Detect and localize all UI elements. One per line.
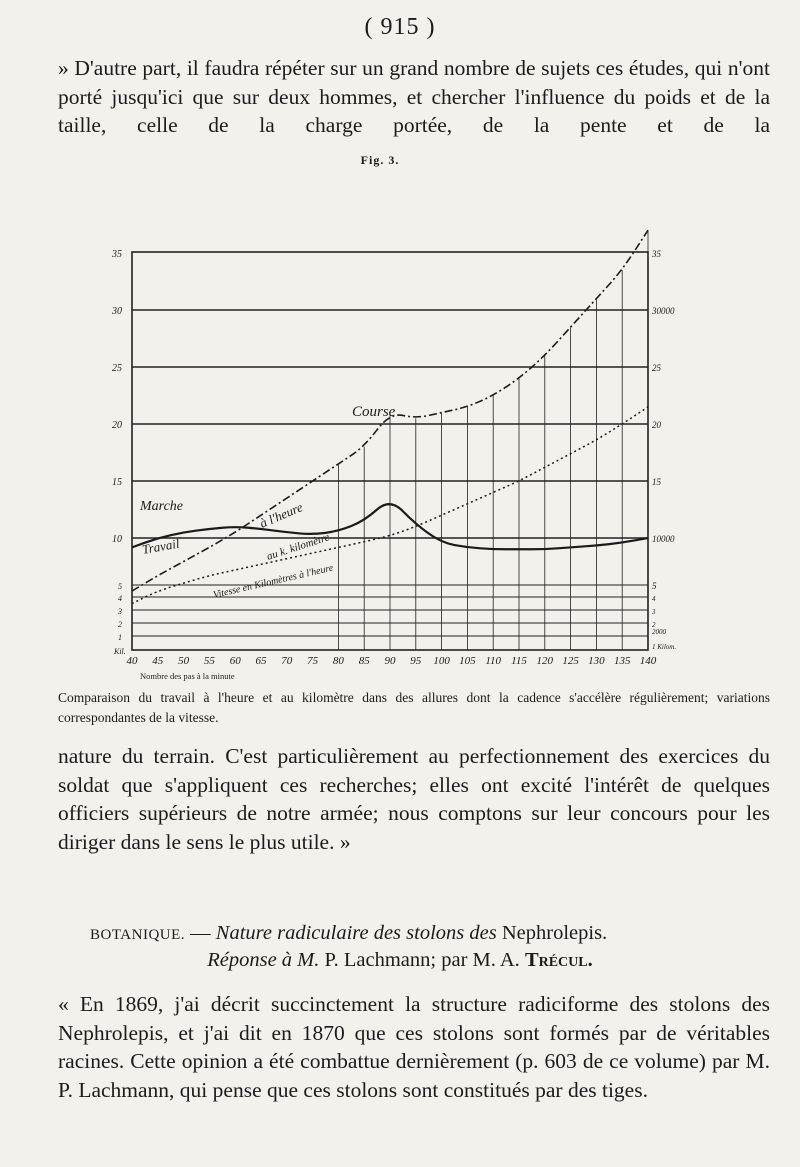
right-axis-label: 2000 [652, 628, 666, 637]
left-axis-label: 4 [118, 594, 122, 603]
x-tick-label: 80 [332, 655, 344, 667]
right-axis-label: 10000 [652, 534, 675, 544]
paragraph-1: » D'autre part, il faudra répéter sur un grand nombre de sujets ces études, qui n'ont porté jusqu'ici que sur deux hommes, et chercher l'influence du poids et de la taille, celle de la charge portée, de la pente et de la [58, 56, 770, 137]
x-tick-label: 105 [459, 655, 476, 667]
paragraph-3: « En 1869, j'ai décrit succinctement la structure radiciforme des stolons des Nephrolepis, et j'ai dit en 1870 que ces stolons sont formés par de véritables racines. Cette opinion a été combattue dernièrement (p. 603 de ce volume) par M. P. Lachmann, qui pense que ces stolons sont constitués par des tiges. [58, 992, 770, 1102]
paragraph-2: nature du terrain. C'est particulièrement au perfectionnement des exercices du soldat que s'appliquent ces recherches; elles ont excité l'intérêt de quelques officiers supérieurs de notre armée; nous comptons sur leur concours pour les diriger dans le sens le plus utile. » [58, 744, 770, 854]
right-axis-label: 15 [652, 477, 661, 487]
x-tick-label: 120 [536, 655, 554, 667]
x-tick-label: 45 [152, 655, 164, 667]
right-axis-label: 1 Kilom. [652, 643, 677, 652]
left-axis-label: 30 [112, 306, 122, 317]
subheading-author: Trécul. [524, 949, 593, 971]
x-tick-label: 55 [203, 655, 215, 667]
annotation-au-km: au k. kilomètre [265, 531, 331, 563]
left-axis-label: 20 [112, 420, 122, 431]
heading-genus: Nephrolepis. [496, 922, 608, 944]
x-tick-label: 140 [639, 655, 657, 667]
x-tick-label: 85 [358, 655, 370, 667]
x-tick-label: 135 [613, 655, 631, 667]
left-axis-label: 25 [112, 363, 122, 374]
x-tick-label: 90 [384, 655, 396, 667]
annotation-marche: Marche [140, 499, 184, 514]
right-axis-label: 20 [652, 420, 661, 430]
page-number: ( 915 ) [364, 14, 436, 40]
x-tick-label: 125 [562, 655, 579, 667]
section-heading [90, 920, 780, 948]
left-axis-label: 3 [118, 607, 122, 616]
x-tick-label: 65 [255, 655, 267, 667]
subheading-person: P. Lachmann; par M. A. [319, 949, 525, 971]
x-tick-label: 100 [433, 655, 450, 667]
x-tick-label: 40 [126, 655, 138, 667]
x-tick-label: 75 [307, 655, 319, 667]
heading-title: Nature radiculaire des stolons des [215, 922, 497, 944]
right-axis-label: 25 [652, 363, 661, 373]
left-axis-label: 1 [118, 633, 122, 642]
figure-title: Fig. 3. [360, 153, 400, 167]
figure-caption: Comparaison du travail à l'heure et au kilomètre dans des allures dont la cadence s'accélère régulièrement; variations correspondantes de la vitesse. [58, 690, 770, 725]
right-axis-label: 3 [652, 608, 656, 616]
right-axis-label: 35 [652, 249, 661, 259]
subheading-italic: Réponse à M. [207, 949, 320, 971]
x-tick-label: 50 [178, 655, 190, 667]
annotation-a-lheure: à l'heure [257, 499, 305, 531]
left-axis-label: 10 [112, 534, 122, 545]
x-tick-label: 115 [511, 655, 527, 667]
annotation-vitesse: Vitesse en Kilomètres à l'heure [212, 562, 335, 601]
x-tick-label: 95 [410, 655, 422, 667]
right-axis-label: 30000 [652, 306, 675, 316]
x-tick-label: 70 [281, 655, 293, 667]
section-label: BOTANIQUE. [90, 927, 186, 943]
left-origin-label: Kil. [114, 647, 126, 656]
x-axis-title: Nombre des pas à la minute [140, 671, 235, 681]
left-axis-label: 5 [118, 582, 122, 591]
right-axis-label: 5 [652, 581, 657, 591]
x-tick-label: 130 [588, 655, 605, 667]
annotation-course: Course [352, 404, 396, 420]
section-subheading [0, 947, 800, 973]
right-axis-label: 2 [652, 621, 656, 629]
annotation-travail: Travail [140, 535, 181, 557]
left-axis-label: 15 [112, 477, 122, 488]
heading-dash: — [185, 922, 216, 944]
left-axis-label: 35 [112, 249, 122, 260]
left-axis-label: 2 [118, 620, 122, 629]
x-tick-label: 60 [229, 655, 241, 667]
right-axis-label: 4 [652, 595, 656, 603]
x-tick-label: 110 [485, 655, 502, 667]
